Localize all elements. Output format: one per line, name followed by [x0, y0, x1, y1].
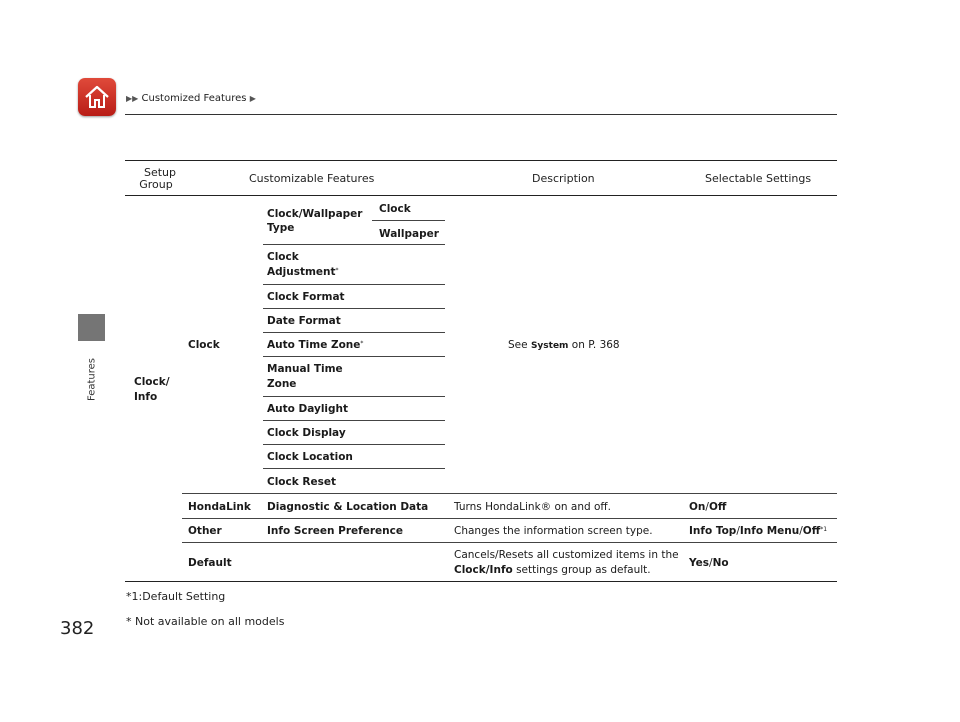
header-rule: [125, 114, 837, 115]
row-divider: [263, 284, 445, 285]
feature-clock-location: Clock Location: [267, 451, 353, 463]
row-divider: [263, 468, 445, 469]
option-wallpaper: Wallpaper: [379, 228, 439, 240]
table-bottom-rule: [125, 581, 837, 582]
page-number: 382: [60, 618, 95, 639]
row-divider: [263, 244, 445, 245]
breadcrumb: [126, 93, 256, 104]
table-top-rule: [125, 160, 837, 161]
see-system-reference[interactable]: See System on P. 368: [508, 339, 620, 351]
header-description: Description: [532, 172, 595, 185]
row-divider: [372, 220, 445, 221]
description-other: Changes the information screen type.: [454, 525, 653, 537]
row-divider: [263, 396, 445, 397]
feature-clock-adjustment-1: Clock: [267, 251, 299, 263]
footnote-not-available: * Not available on all models: [126, 615, 285, 628]
setting-other: Info Top/Info Menu/Off$^{*1}$: [689, 525, 828, 537]
row-divider: [182, 542, 837, 543]
header-setup-group-2: Group: [139, 178, 173, 191]
feature-auto-daylight: Auto Daylight: [267, 403, 349, 415]
footnote-default-setting: *1:Default Setting: [126, 590, 226, 603]
group-label-2: Info: [134, 391, 158, 403]
row-divider: [182, 518, 837, 519]
row-divider: [182, 493, 837, 494]
feature-clock-adjustment-2: Adjustment*: [267, 266, 339, 278]
description-default-2: Clock/Info settings group as default.: [454, 564, 651, 576]
feature-clock-wallpaper-type-2: Type: [267, 222, 295, 234]
group-label-1: Clock/: [134, 376, 170, 388]
feature-clock-reset: Clock Reset: [267, 476, 336, 488]
subgroup-default: Default: [188, 557, 232, 569]
home-button[interactable]: [78, 78, 116, 116]
description-hondalink: Turns HondaLink® on and off.: [454, 501, 611, 513]
feature-manual-time-zone-2: Zone: [267, 378, 297, 390]
option-clock: Clock: [379, 203, 411, 215]
sidebar-label: Features: [86, 358, 98, 401]
breadcrumb-arrows: ▶▶: [126, 94, 139, 103]
feature-clock-display: Clock Display: [267, 427, 346, 439]
sidebar-section-tab[interactable]: [78, 314, 105, 341]
feature-auto-time-zone: Auto Time Zone*: [267, 339, 364, 351]
feature-info-screen-preference: Info Screen Preference: [267, 525, 403, 537]
feature-date-format: Date Format: [267, 315, 341, 327]
setting-default: Yes/No: [689, 557, 729, 569]
row-divider: [263, 308, 445, 309]
header-bottom-rule: [125, 195, 837, 196]
row-divider: [263, 444, 445, 445]
row-divider: [263, 356, 445, 357]
feature-manual-time-zone-1: Manual Time: [267, 363, 343, 375]
breadcrumb-end-arrow: ▶: [249, 94, 256, 103]
subgroup-hondalink: HondaLink: [188, 501, 251, 513]
header-setup-group-1: Setup: [143, 166, 177, 179]
home-icon: [82, 82, 112, 112]
row-divider: [263, 332, 445, 333]
feature-clock-wallpaper-type-1: Clock/Wallpaper: [267, 208, 363, 220]
feature-clock-format: Clock Format: [267, 291, 345, 303]
subgroup-clock: Clock: [188, 339, 220, 351]
description-default-1: Cancels/Resets all customized items in the: [454, 549, 679, 561]
feature-diagnostic-location: Diagnostic & Location Data: [267, 501, 429, 513]
header-customizable-features: Customizable Features: [249, 172, 375, 185]
subgroup-other: Other: [188, 525, 222, 537]
row-divider: [263, 420, 445, 421]
setting-hondalink: On/Off: [689, 501, 727, 513]
breadcrumb-section[interactable]: Customized Features: [141, 93, 247, 104]
header-selectable-settings: Selectable Settings: [705, 172, 812, 185]
